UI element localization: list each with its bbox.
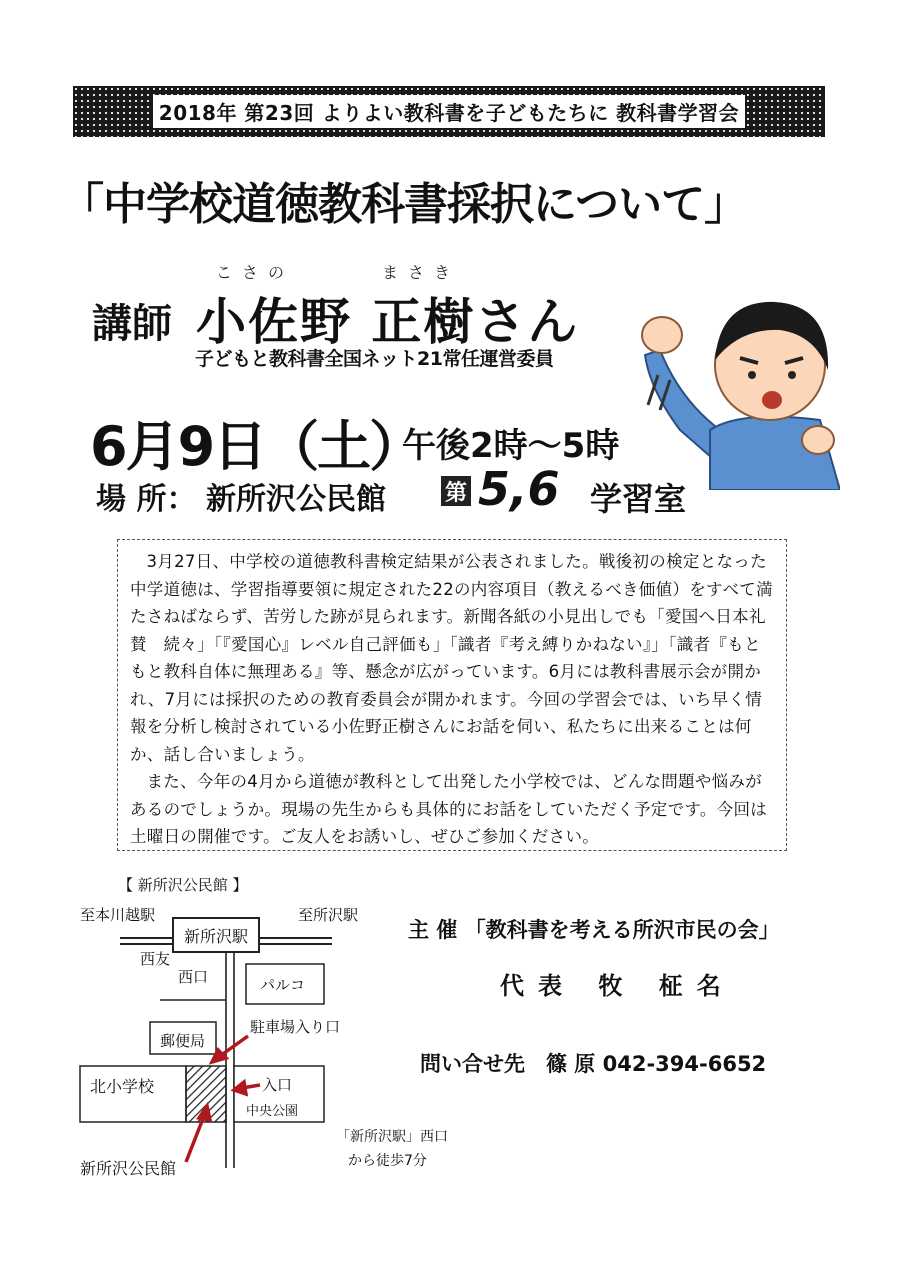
walk-info-line1: 「新所沢駅」西口 <box>336 1129 448 1145</box>
contact-info: 問い合せ先 篠 原 042-394-6652 <box>420 1052 767 1076</box>
lecturer-name: 小佐野 正樹さん <box>196 293 580 351</box>
organizer: 主 催 「教科書を考える所沢市民の会」 <box>408 918 780 942</box>
parking-label: 駐車場入り口 <box>250 1018 341 1036</box>
room-prefix: 第 <box>441 476 471 506</box>
event-time: 午後2時～5時 <box>402 426 620 466</box>
to-kawagoe-label: 至本川越駅 <box>80 906 156 924</box>
room-suffix: 学習室 <box>590 480 687 518</box>
lecturer-role: 子どもと教科書全国ネット21常任運営委員 <box>195 348 554 370</box>
mouth <box>762 391 782 409</box>
ruby-family-name: こさの <box>216 263 295 282</box>
school-label: 北小学校 <box>90 1077 155 1096</box>
place-label: 場 所： <box>96 482 197 517</box>
event-date: 6月9日（土） <box>90 415 422 478</box>
park-label: 中央公園 <box>246 1104 299 1119</box>
to-tokorozawa-label: 至所沢駅 <box>298 906 359 924</box>
room-numbers: 5,6 <box>478 462 560 516</box>
post-office-label: 郵便局 <box>160 1032 206 1050</box>
access-map <box>60 860 480 1180</box>
place-name: 新所沢公民館 <box>206 482 386 517</box>
header-banner <box>73 86 825 137</box>
community-hall-label: 新所沢公民館 <box>80 1159 177 1178</box>
map-title: 【 新所沢公民館 】 <box>118 876 248 894</box>
entrance-label: 入口 <box>262 1076 293 1094</box>
seiyu-label: 西友 <box>140 950 171 968</box>
west-exit-label: 西口 <box>178 968 209 986</box>
ruby-given-name: まさき <box>382 263 461 282</box>
description-box <box>117 539 787 851</box>
walk-info-line2: から徒歩7分 <box>348 1153 427 1169</box>
page-title: 「中学校道徳教科書採択について」 <box>60 179 748 230</box>
right-eye <box>788 371 796 379</box>
station-label: 新所沢駅 <box>184 927 249 946</box>
representative: 代表 牧 柾名 <box>500 972 735 1000</box>
parco-label: パルコ <box>260 976 306 994</box>
lower-fist <box>802 426 834 454</box>
left-eye <box>748 371 756 379</box>
boy-illustration <box>640 280 840 490</box>
description-paragraph: また、今年の4月から道徳が教科として出発した小学校では、どんな問題や悩みがあるのでしょうか。現場の先生からも具体的にお話をしていただく予定です。今回は土曜日の開催です。ご友人をお誘いし、ぜひご参加ください。 <box>130 772 768 846</box>
description-paragraph: 3月27日、中学校の道徳教科書検定結果が公表されました。戦後初の検定となった中学道徳は、学習指導要領に規定された22の内容項目（教えるべき価値）をすべて満たさねばならず、苦労した跡が見られます。新聞各紙の小見出しでも「愛国へ日本礼賛 続々」「『愛国心』レベル自己評価も」「識者『考え縛りかねない』」「識者『もともと教科自体に無理ある』等、懸念が広がっています。6月には教科書展示会が開かれ、7月には採択のための教育委員会が開かれます。今回の学習会では、いち早く情報を分析し検討されている小佐野正樹さんにお話を伺い、私たちに出来ることは何か、話し合いましょう。 <box>130 552 773 764</box>
banner-text: 2018年 第23回 よりよい教科書を子どもたちに 教科書学習会 <box>153 95 745 128</box>
lecturer-label: 講師 <box>92 301 172 347</box>
